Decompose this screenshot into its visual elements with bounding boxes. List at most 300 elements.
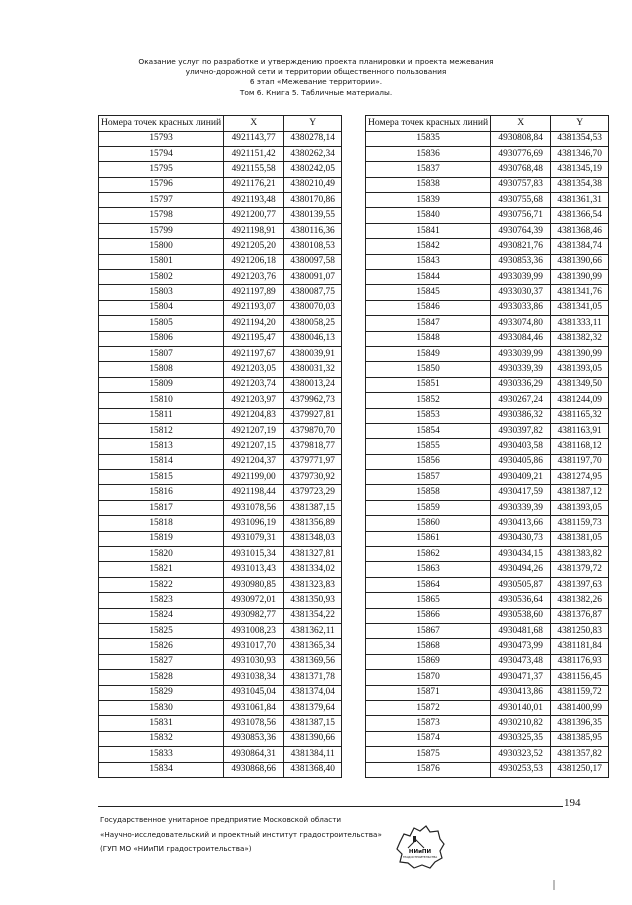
point-number-cell: 15835 — [366, 131, 491, 146]
x-coordinate-cell: 4930386,32 — [491, 408, 551, 423]
x-coordinate-cell: 4921143,77 — [224, 131, 284, 146]
table-row — [99, 531, 342, 546]
y-coordinate-cell: 4381356,89 — [284, 516, 342, 531]
x-coordinate-cell: 4921194,20 — [224, 316, 284, 331]
header-line-1: Оказание услуг по разработке и утверждению проекта планировки и проекта межевания — [138, 57, 494, 66]
y-coordinate-cell: 4381354,53 — [551, 131, 609, 146]
y-coordinate-cell: 4381365,34 — [284, 639, 342, 654]
table-row — [366, 516, 609, 531]
point-number-cell: 15798 — [99, 208, 224, 223]
point-number-cell: 15812 — [99, 423, 224, 438]
x-coordinate-cell: 4930339,39 — [491, 500, 551, 515]
x-coordinate-cell: 4933039,99 — [491, 346, 551, 361]
point-number-cell: 15799 — [99, 223, 224, 238]
y-coordinate-cell: 4380210,49 — [284, 177, 342, 192]
y-coordinate-cell: 4381362,11 — [284, 624, 342, 639]
y-coordinate-cell: 4379870,70 — [284, 423, 342, 438]
y-coordinate-cell: 4381381,05 — [551, 531, 609, 546]
table-row — [366, 300, 609, 315]
y-coordinate-cell: 4380058,25 — [284, 316, 342, 331]
y-coordinate-cell: 4381382,32 — [551, 331, 609, 346]
table-row — [366, 716, 609, 731]
point-number-cell: 15808 — [99, 362, 224, 377]
table-row — [366, 331, 609, 346]
point-number-cell: 15795 — [99, 162, 224, 177]
x-coordinate-cell: 4921176,21 — [224, 177, 284, 192]
point-number-cell: 15809 — [99, 377, 224, 392]
x-coordinate-cell: 4930757,83 — [491, 177, 551, 192]
x-coordinate-cell: 4921195,47 — [224, 331, 284, 346]
point-number-cell: 15838 — [366, 177, 491, 192]
table-row — [99, 670, 342, 685]
x-coordinate-cell: 4930853,36 — [491, 254, 551, 269]
y-coordinate-cell: 4381156,45 — [551, 670, 609, 685]
point-number-cell: 15871 — [366, 685, 491, 700]
table-row — [99, 516, 342, 531]
x-coordinate-cell: 4921197,89 — [224, 285, 284, 300]
point-number-cell: 15821 — [99, 562, 224, 577]
x-coordinate-cell: 4921198,44 — [224, 485, 284, 500]
y-coordinate-cell: 4380039,91 — [284, 346, 342, 361]
point-number-cell: 15832 — [99, 731, 224, 746]
x-coordinate-cell: 4930853,36 — [224, 731, 284, 746]
table-row — [99, 608, 342, 623]
point-number-cell: 15796 — [99, 177, 224, 192]
x-coordinate-cell: 4931038,34 — [224, 670, 284, 685]
x-coordinate-cell: 4930972,01 — [224, 593, 284, 608]
y-coordinate-cell: 4379927,81 — [284, 408, 342, 423]
x-coordinate-cell: 4930980,85 — [224, 577, 284, 592]
table-row — [366, 377, 609, 392]
table-row — [366, 423, 609, 438]
x-coordinate-cell: 4930764,39 — [491, 223, 551, 238]
y-coordinate-cell: 4381368,46 — [551, 223, 609, 238]
x-coordinate-cell: 4930397,82 — [491, 423, 551, 438]
coordinates-table-right — [365, 115, 609, 778]
y-coordinate-cell: 4381390,66 — [284, 731, 342, 746]
y-coordinate-cell: 4380262,34 — [284, 146, 342, 161]
document-footer — [100, 813, 382, 857]
point-number-cell: 15853 — [366, 408, 491, 423]
y-coordinate-cell: 4381274,95 — [551, 470, 609, 485]
point-number-cell: 15841 — [366, 223, 491, 238]
point-number-cell: 15829 — [99, 685, 224, 700]
table-row — [99, 239, 342, 254]
x-coordinate-cell: 4921203,97 — [224, 393, 284, 408]
y-coordinate-cell: 4380013,24 — [284, 377, 342, 392]
table-row — [366, 639, 609, 654]
table-row — [366, 731, 609, 746]
point-number-cell: 15870 — [366, 670, 491, 685]
x-coordinate-cell: 4921200,77 — [224, 208, 284, 223]
table-row — [366, 223, 609, 238]
table-row — [366, 362, 609, 377]
table-row — [366, 500, 609, 515]
y-coordinate-cell: 4379818,77 — [284, 439, 342, 454]
point-number-cell: 15800 — [99, 239, 224, 254]
point-number-cell: 15805 — [99, 316, 224, 331]
header-y: Y — [284, 116, 342, 132]
x-coordinate-cell: 4930336,29 — [491, 377, 551, 392]
point-number-cell: 15868 — [366, 639, 491, 654]
header-y: Y — [551, 116, 609, 132]
table-body-right — [366, 131, 609, 777]
y-coordinate-cell: 4381327,81 — [284, 547, 342, 562]
point-number-cell: 15852 — [366, 393, 491, 408]
y-coordinate-cell: 4381354,38 — [551, 177, 609, 192]
x-coordinate-cell: 4930267,24 — [491, 393, 551, 408]
x-coordinate-cell: 4931078,56 — [224, 716, 284, 731]
x-coordinate-cell: 4921207,19 — [224, 423, 284, 438]
table-row — [99, 654, 342, 669]
x-coordinate-cell: 4930768,48 — [491, 162, 551, 177]
point-number-cell: 15828 — [99, 670, 224, 685]
table-row — [99, 685, 342, 700]
y-coordinate-cell: 4381379,64 — [284, 700, 342, 715]
table-row — [99, 700, 342, 715]
y-coordinate-cell: 4381366,54 — [551, 208, 609, 223]
point-number-cell: 15874 — [366, 731, 491, 746]
x-coordinate-cell: 4930210,82 — [491, 716, 551, 731]
point-number-cell: 15814 — [99, 454, 224, 469]
point-number-cell: 15797 — [99, 193, 224, 208]
table-row — [99, 747, 342, 762]
point-number-cell: 15846 — [366, 300, 491, 315]
y-coordinate-cell: 4381165,32 — [551, 408, 609, 423]
y-coordinate-cell: 4381390,66 — [551, 254, 609, 269]
table-row — [366, 762, 609, 777]
table-row — [366, 562, 609, 577]
header-line-2: улично-дорожной сети и территории общественного пользования — [185, 67, 447, 77]
table-row — [99, 639, 342, 654]
point-number-cell: 15793 — [99, 131, 224, 146]
point-number-cell: 15817 — [99, 500, 224, 515]
y-coordinate-cell: 4379771,97 — [284, 454, 342, 469]
table-row — [366, 177, 609, 192]
x-coordinate-cell: 4921203,76 — [224, 270, 284, 285]
x-coordinate-cell: 4931030,93 — [224, 654, 284, 669]
x-coordinate-cell: 4930471,37 — [491, 670, 551, 685]
y-coordinate-cell: 4381354,22 — [284, 608, 342, 623]
point-number-cell: 15847 — [366, 316, 491, 331]
y-coordinate-cell: 4380031,32 — [284, 362, 342, 377]
point-number-cell: 15830 — [99, 700, 224, 715]
point-number-cell: 15833 — [99, 747, 224, 762]
y-coordinate-cell: 4379962,73 — [284, 393, 342, 408]
table-row — [366, 747, 609, 762]
point-number-cell: 15816 — [99, 485, 224, 500]
point-number-cell: 15872 — [366, 700, 491, 715]
x-coordinate-cell: 4921193,07 — [224, 300, 284, 315]
header-x: X — [491, 116, 551, 132]
table-row — [366, 439, 609, 454]
x-coordinate-cell: 4931045,04 — [224, 685, 284, 700]
table-body-left — [99, 131, 342, 777]
y-coordinate-cell: 4380139,55 — [284, 208, 342, 223]
y-coordinate-cell: 4381333,11 — [551, 316, 609, 331]
point-number-cell: 15848 — [366, 331, 491, 346]
y-coordinate-cell: 4380108,53 — [284, 239, 342, 254]
point-number-cell: 15811 — [99, 408, 224, 423]
x-coordinate-cell: 4931061,84 — [224, 700, 284, 715]
point-number-cell: 15823 — [99, 593, 224, 608]
x-coordinate-cell: 4933033,86 — [491, 300, 551, 315]
institute-logo-icon — [394, 822, 446, 870]
table-row — [366, 316, 609, 331]
point-number-cell: 15869 — [366, 654, 491, 669]
x-coordinate-cell: 4930481,68 — [491, 624, 551, 639]
y-coordinate-cell: 4381376,87 — [551, 608, 609, 623]
table-header-row — [366, 116, 609, 132]
y-coordinate-cell: 4381387,12 — [551, 485, 609, 500]
point-number-cell: 15855 — [366, 439, 491, 454]
y-coordinate-cell: 4381244,09 — [551, 393, 609, 408]
table-row — [99, 146, 342, 161]
y-coordinate-cell: 4381350,93 — [284, 593, 342, 608]
point-number-cell: 15845 — [366, 285, 491, 300]
point-number-cell: 15850 — [366, 362, 491, 377]
y-coordinate-cell: 4381181,84 — [551, 639, 609, 654]
table-row — [99, 254, 342, 269]
document-header — [0, 57, 632, 98]
x-coordinate-cell: 4930140,01 — [491, 700, 551, 715]
y-coordinate-cell: 4381341,76 — [551, 285, 609, 300]
x-coordinate-cell: 4930339,39 — [491, 362, 551, 377]
x-coordinate-cell: 4921206,18 — [224, 254, 284, 269]
y-coordinate-cell: 4381361,31 — [551, 193, 609, 208]
x-coordinate-cell: 4930325,35 — [491, 731, 551, 746]
table-row — [366, 270, 609, 285]
table-row — [366, 700, 609, 715]
scan-artifact — [553, 880, 555, 890]
x-coordinate-cell: 4930494,26 — [491, 562, 551, 577]
point-number-cell: 15858 — [366, 485, 491, 500]
y-coordinate-cell: 4381168,12 — [551, 439, 609, 454]
table-row — [99, 547, 342, 562]
point-number-cell: 15875 — [366, 747, 491, 762]
y-coordinate-cell: 4381250,83 — [551, 624, 609, 639]
x-coordinate-cell: 4931013,43 — [224, 562, 284, 577]
point-number-cell: 15815 — [99, 470, 224, 485]
point-number-cell: 15806 — [99, 331, 224, 346]
y-coordinate-cell: 4381159,73 — [551, 516, 609, 531]
footer-divider — [98, 806, 563, 807]
point-number-cell: 15851 — [366, 377, 491, 392]
x-coordinate-cell: 4921151,42 — [224, 146, 284, 161]
x-coordinate-cell: 4930756,71 — [491, 208, 551, 223]
table-row — [99, 316, 342, 331]
table-row — [99, 577, 342, 592]
header-line-3: 6 этап «Межевание территории». — [249, 77, 383, 87]
x-coordinate-cell: 4930808,84 — [491, 131, 551, 146]
x-coordinate-cell: 4931015,34 — [224, 547, 284, 562]
x-coordinate-cell: 4931078,56 — [224, 500, 284, 515]
point-number-cell: 15836 — [366, 146, 491, 161]
x-coordinate-cell: 4933084,46 — [491, 331, 551, 346]
y-coordinate-cell: 4380087,75 — [284, 285, 342, 300]
table-row — [99, 131, 342, 146]
x-coordinate-cell: 4921203,05 — [224, 362, 284, 377]
y-coordinate-cell: 4381383,82 — [551, 547, 609, 562]
x-coordinate-cell: 4930434,15 — [491, 547, 551, 562]
y-coordinate-cell: 4381163,91 — [551, 423, 609, 438]
x-coordinate-cell: 4921203,74 — [224, 377, 284, 392]
table-row — [99, 177, 342, 192]
x-coordinate-cell: 4930755,68 — [491, 193, 551, 208]
y-coordinate-cell: 4381385,95 — [551, 731, 609, 746]
x-coordinate-cell: 4930253,53 — [491, 762, 551, 777]
header-x: X — [224, 116, 284, 132]
x-coordinate-cell: 4931079,31 — [224, 531, 284, 546]
x-coordinate-cell: 4930864,31 — [224, 747, 284, 762]
point-number-cell: 15818 — [99, 516, 224, 531]
table-row — [99, 193, 342, 208]
x-coordinate-cell: 4921207,15 — [224, 439, 284, 454]
y-coordinate-cell: 4380097,58 — [284, 254, 342, 269]
y-coordinate-cell: 4381387,15 — [284, 500, 342, 515]
table-row — [366, 193, 609, 208]
point-number-cell: 15840 — [366, 208, 491, 223]
point-number-cell: 15824 — [99, 608, 224, 623]
table-row — [366, 454, 609, 469]
y-coordinate-cell: 4381374,04 — [284, 685, 342, 700]
x-coordinate-cell: 4930405,86 — [491, 454, 551, 469]
table-row — [366, 254, 609, 269]
table-row — [99, 454, 342, 469]
x-coordinate-cell: 4921205,20 — [224, 239, 284, 254]
x-coordinate-cell: 4921204,37 — [224, 454, 284, 469]
y-coordinate-cell: 4381387,15 — [284, 716, 342, 731]
y-coordinate-cell: 4381393,05 — [551, 500, 609, 515]
point-number-cell: 15820 — [99, 547, 224, 562]
y-coordinate-cell: 4381396,35 — [551, 716, 609, 731]
point-number-cell: 15834 — [99, 762, 224, 777]
x-coordinate-cell: 4930868,66 — [224, 762, 284, 777]
y-coordinate-cell: 4381382,26 — [551, 593, 609, 608]
point-number-cell: 15860 — [366, 516, 491, 531]
x-coordinate-cell: 4933074,80 — [491, 316, 551, 331]
table-row — [366, 547, 609, 562]
table-row — [99, 423, 342, 438]
table-row — [366, 162, 609, 177]
table-row — [366, 531, 609, 546]
y-coordinate-cell: 4381357,82 — [551, 747, 609, 762]
table-row — [99, 731, 342, 746]
y-coordinate-cell: 4381348,03 — [284, 531, 342, 546]
x-coordinate-cell: 4930821,76 — [491, 239, 551, 254]
table-row — [99, 393, 342, 408]
table-row — [99, 362, 342, 377]
y-coordinate-cell: 4380070,03 — [284, 300, 342, 315]
point-number-cell: 15810 — [99, 393, 224, 408]
y-coordinate-cell: 4381397,63 — [551, 577, 609, 592]
point-number-cell: 15827 — [99, 654, 224, 669]
table-row — [99, 624, 342, 639]
table-row — [366, 146, 609, 161]
point-number-cell: 15801 — [99, 254, 224, 269]
point-number-cell: 15856 — [366, 454, 491, 469]
y-coordinate-cell: 4380091,07 — [284, 270, 342, 285]
point-number-cell: 15862 — [366, 547, 491, 562]
x-coordinate-cell: 4931017,70 — [224, 639, 284, 654]
point-number-cell: 15867 — [366, 624, 491, 639]
y-coordinate-cell: 4381369,56 — [284, 654, 342, 669]
x-coordinate-cell: 4930413,86 — [491, 685, 551, 700]
point-number-cell: 15837 — [366, 162, 491, 177]
table-row — [366, 670, 609, 685]
point-number-cell: 15794 — [99, 146, 224, 161]
table-row — [366, 577, 609, 592]
point-number-cell: 15803 — [99, 285, 224, 300]
point-number-cell: 15813 — [99, 439, 224, 454]
point-number-cell: 15857 — [366, 470, 491, 485]
footer-line-2: «Научно-исследовательский и проектный институт градостроительства» — [100, 829, 382, 839]
x-coordinate-cell: 4931008,23 — [224, 624, 284, 639]
point-number-cell: 15865 — [366, 593, 491, 608]
table-row — [366, 285, 609, 300]
y-coordinate-cell: 4381379,72 — [551, 562, 609, 577]
table-row — [366, 239, 609, 254]
table-row — [99, 470, 342, 485]
table-row — [366, 131, 609, 146]
table-row — [99, 716, 342, 731]
point-number-cell: 15842 — [366, 239, 491, 254]
svg-text:НИиПИ: НИиПИ — [408, 849, 432, 855]
table-row — [99, 285, 342, 300]
x-coordinate-cell: 4930505,87 — [491, 577, 551, 592]
table-row — [99, 208, 342, 223]
x-coordinate-cell: 4921193,48 — [224, 193, 284, 208]
y-coordinate-cell: 4381393,05 — [551, 362, 609, 377]
y-coordinate-cell: 4381159,72 — [551, 685, 609, 700]
table-row — [99, 346, 342, 361]
point-number-cell: 15826 — [99, 639, 224, 654]
point-number-cell: 15859 — [366, 500, 491, 515]
x-coordinate-cell: 4930323,52 — [491, 747, 551, 762]
x-coordinate-cell: 4930409,21 — [491, 470, 551, 485]
table-row — [99, 562, 342, 577]
y-coordinate-cell: 4381346,70 — [551, 146, 609, 161]
point-number-cell: 15863 — [366, 562, 491, 577]
x-coordinate-cell: 4921204,83 — [224, 408, 284, 423]
table-row — [366, 593, 609, 608]
x-coordinate-cell: 4930413,66 — [491, 516, 551, 531]
table-row — [99, 331, 342, 346]
y-coordinate-cell: 4381197,70 — [551, 454, 609, 469]
x-coordinate-cell: 4921197,67 — [224, 346, 284, 361]
point-number-cell: 15802 — [99, 270, 224, 285]
point-number-cell: 15849 — [366, 346, 491, 361]
y-coordinate-cell: 4379723,29 — [284, 485, 342, 500]
x-coordinate-cell: 4930982,77 — [224, 608, 284, 623]
point-number-cell: 15831 — [99, 716, 224, 731]
table-row — [99, 377, 342, 392]
header-point-number: Номера точек красных линий — [99, 116, 224, 132]
x-coordinate-cell: 4921199,00 — [224, 470, 284, 485]
y-coordinate-cell: 4381345,19 — [551, 162, 609, 177]
y-coordinate-cell: 4381250,17 — [551, 762, 609, 777]
table-row — [366, 624, 609, 639]
svg-text:ГРАДОСТРОИТЕЛЬСТВА: ГРАДОСТРОИТЕЛЬСТВА — [402, 855, 438, 859]
table-row — [99, 439, 342, 454]
table-row — [99, 270, 342, 285]
table-row — [99, 500, 342, 515]
table-row — [366, 608, 609, 623]
y-coordinate-cell: 4381400,99 — [551, 700, 609, 715]
x-coordinate-cell: 4930473,99 — [491, 639, 551, 654]
y-coordinate-cell: 4381384,11 — [284, 747, 342, 762]
x-coordinate-cell: 4931096,19 — [224, 516, 284, 531]
